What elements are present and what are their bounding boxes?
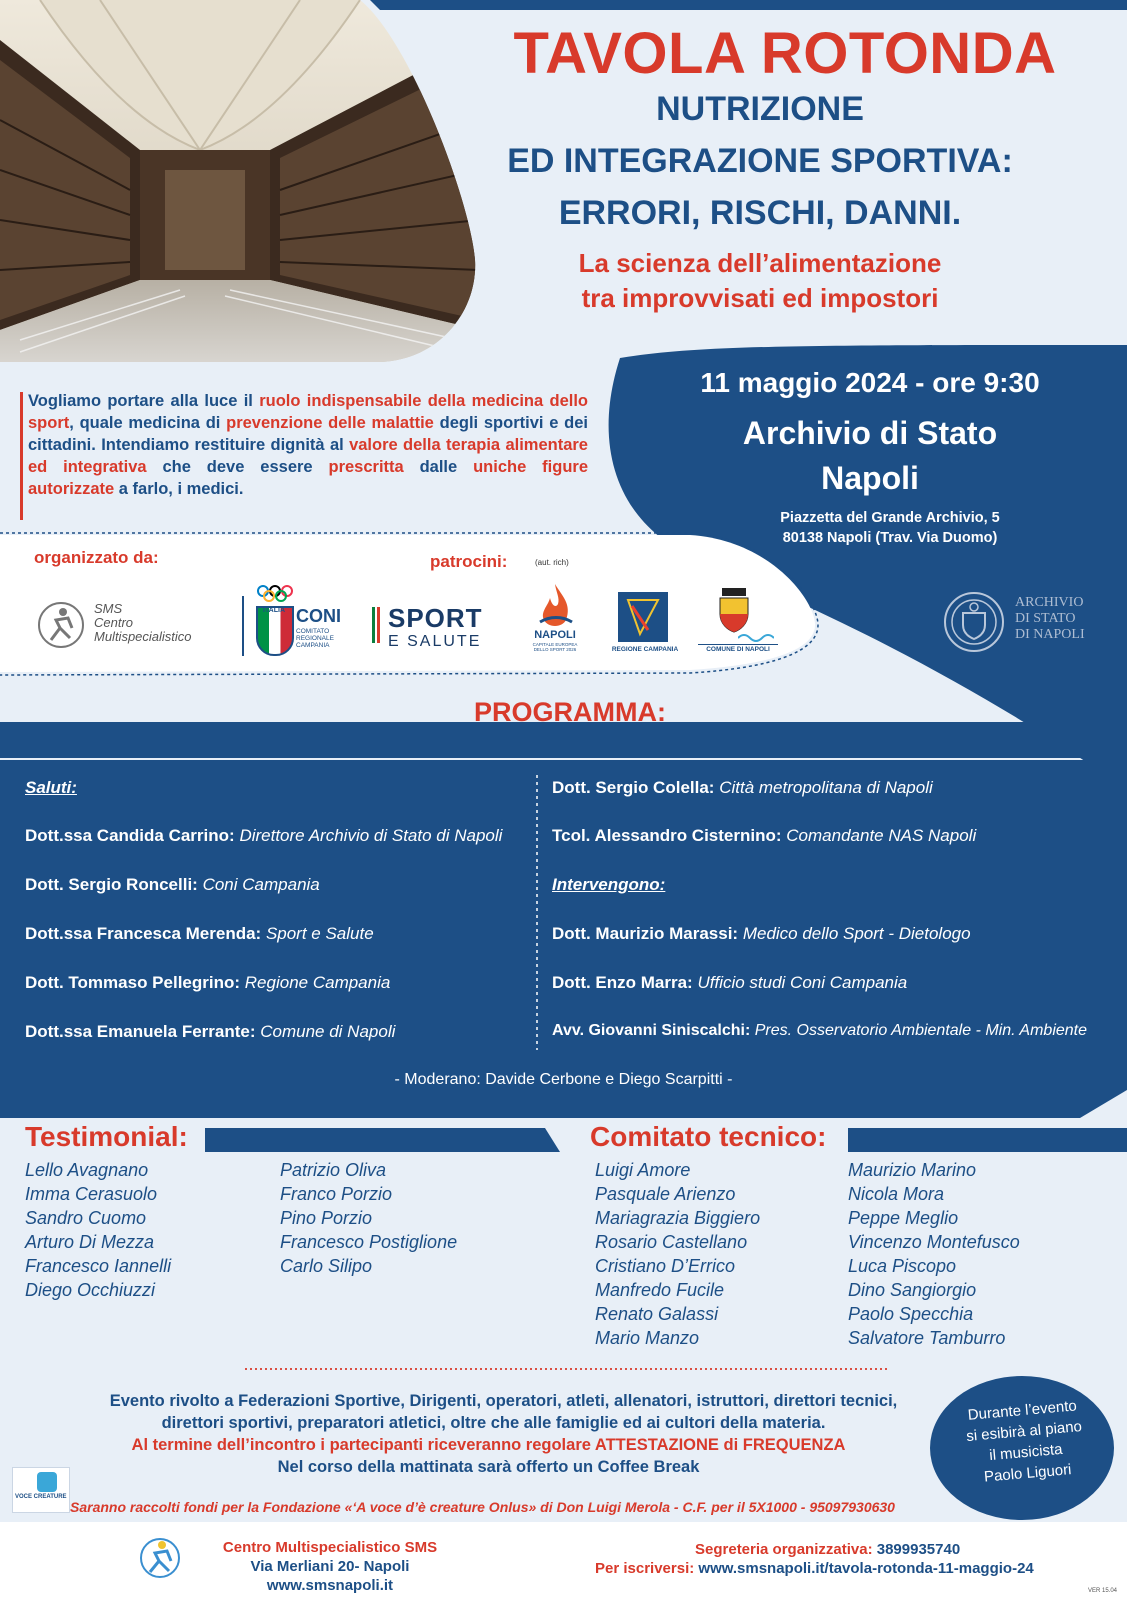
archive-hall-photo	[0, 0, 480, 365]
list-item: Mario Manzo	[595, 1328, 700, 1348]
comitato-list-1	[595, 1158, 760, 1350]
napoli-sport-logo: NAPOLI CAPITALE EUROPEA DELLO SPORT 2026	[520, 582, 590, 662]
sms-logo: SMS Centro Multispecialistico	[36, 600, 216, 650]
comitato-title: Comitato tecnico:	[590, 1121, 827, 1152]
speaker-item: Dott.ssa Francesca Merenda: Sport e Salute	[25, 924, 374, 943]
patronage-note: (aut. rich)	[535, 558, 569, 567]
certificate-note: Al termine dell’incontro i partecipanti riceveranno regolare ATTESTAZIONE di FREQUENZA	[131, 1436, 846, 1454]
list-item: Imma Cerasuolo	[25, 1184, 158, 1204]
list-item: Carlo Silipo	[280, 1256, 373, 1276]
list-item: Pasquale Arienzo	[595, 1184, 736, 1204]
speaker-item: Avv. Giovanni Siniscalchi: Pres. Osservatorio Ambientale - Min. Ambiente	[552, 1022, 1088, 1039]
archivio-di-stato-logo: ARCHIVIO DI STATO DI NAPOLI	[943, 591, 1113, 651]
list-item: Luigi Amore	[595, 1160, 691, 1180]
subtitle-line-1: NUTRIZIONE	[656, 90, 864, 128]
speaker-item: Dott.ssa Candida Carrino: Direttore Archivio di Stato di Napoli	[25, 826, 503, 845]
list-item: Mariagrazia Biggiero	[595, 1208, 761, 1228]
list-item: Paolo Specchia	[848, 1304, 974, 1324]
subtitle-line-3: ERRORI, RISCHI, DANNI.	[558, 194, 962, 232]
list-item: Peppe Meglio	[848, 1208, 959, 1228]
sport-e-salute-logo: SPORT E SALUTE	[372, 603, 502, 653]
intro-accent-bar	[20, 392, 23, 520]
list-item: Patrizio Oliva	[280, 1160, 387, 1180]
voce-creature-logo: VOCE CREATURE	[12, 1467, 70, 1513]
programma-left-column	[25, 778, 530, 1068]
segreteria-phone[interactable]: 3899935740	[876, 1541, 961, 1558]
list-item: Franco Porzio	[280, 1184, 393, 1204]
flame-icon	[532, 582, 578, 632]
speaker-item: Dott. Sergio Roncelli: Coni Campania	[25, 875, 320, 894]
list-item: Dino Sangiorgio	[848, 1280, 977, 1300]
audience-note-1: Evento rivolto a Federazioni Sportive, Dirigenti, operatori, atleti, allenatori, istruttori, direttori tecnici,	[109, 1392, 898, 1410]
footer-center-block: Centro Multispecialistico SMS Via Merliani 20- Napoli www.smsnapoli.it	[200, 1538, 460, 1595]
programma-right-column	[552, 778, 1122, 1068]
list-item: Nicola Mora	[848, 1184, 945, 1204]
testimonial-list-1	[25, 1158, 171, 1302]
regione-campania-emblem-icon	[618, 592, 668, 642]
list-item: Maurizio Marino	[848, 1160, 977, 1180]
list-item: Sandro Cuomo	[25, 1208, 147, 1228]
comitato-list-2	[848, 1158, 1020, 1350]
tagline-line-2: tra improvvisati ed impostori	[581, 283, 939, 313]
napoli-coat-of-arms-icon	[716, 588, 752, 634]
olympic-rings-icon	[256, 584, 302, 602]
regione-campania-logo: REGIONE CAMPANIA	[610, 592, 680, 658]
testimonial-title: Testimonial:	[25, 1121, 188, 1152]
fundraising-note: Saranno raccolti fondi per la Fondazione «‘A voce d’è creature Onlus» di Don Luigi Merola - C.F. per il 5X1000 - 95097930630	[70, 1499, 895, 1515]
center-website-link[interactable]: www.smsnapoli.it	[266, 1577, 394, 1594]
list-item: Diego Occhiuzzi	[25, 1280, 156, 1300]
programma-title: PROGRAMMA:	[474, 697, 666, 727]
version-label: VER 15.04	[1088, 1588, 1118, 1594]
event-date: 11 maggio 2024 - ore 9:30	[700, 367, 1040, 398]
organized-by-label: organizzato da:	[34, 548, 159, 567]
sms-runner-icon	[138, 1534, 182, 1582]
speaker-item: Dott. Tommaso Pellegrino: Regione Campania	[25, 973, 391, 992]
speaker-item: Dott. Sergio Colella: Città metropolitana di Napoli	[552, 778, 933, 797]
archivio-seal-icon	[943, 591, 1005, 653]
speaker-item: Dott. Enzo Marra: Ufficio studi Coni Campania	[552, 973, 908, 992]
intervengono-label: Intervengono:	[552, 875, 666, 894]
speaker-item: Dott. Maurizio Marassi: Medico dello Sport - Dietologo	[552, 924, 971, 943]
speaker-item: Dott.ssa Emanuela Ferrante: Comune di Napoli	[25, 1022, 396, 1041]
event-address: Piazzetta del Grande Archivio, 5 80138 Napoli (Trav. Via Duomo)	[780, 510, 1000, 546]
event-city: Napoli	[821, 460, 919, 496]
list-item: Salvatore Tamburro	[848, 1328, 1006, 1348]
sms-runner-icon	[36, 600, 86, 650]
registration-link[interactable]: www.smsnapoli.it/tavola-rotonda-11-maggio-24	[698, 1560, 1034, 1577]
list-item: Cristiano D’Errico	[595, 1256, 736, 1276]
musician-bubble: Durante l’evento si esibirà al piano il musicista Paolo Liguori	[965, 1397, 1083, 1486]
list-item: Francesco Iannelli	[25, 1256, 172, 1276]
list-item: Lello Avagnano	[25, 1160, 149, 1180]
coffee-break-note: Nel corso della mattinata sarà offerto un Coffee Break	[277, 1458, 700, 1476]
moderators-line: - Moderano: Davide Cerbone e Diego Scarpitti -	[394, 1071, 733, 1088]
list-item: Arturo Di Mezza	[25, 1232, 155, 1252]
speaker-item: Tcol. Alessandro Cisternino: Comandante NAS Napoli	[552, 826, 977, 845]
list-item: Francesco Postiglione	[280, 1232, 458, 1252]
coni-logo: ITALIA CONI COMITATO REGIONALE CAMPANIA	[242, 584, 357, 660]
list-item: Rosario Castellano	[595, 1232, 748, 1252]
wave-icon	[738, 632, 774, 642]
list-item: Luca Piscopo	[848, 1256, 957, 1276]
comune-di-napoli-logo: COMUNE DI NAPOLI	[698, 588, 778, 658]
intro-paragraph: Vogliamo portare alla luce il ruolo indispensabile della medicina dello sport, quale medicina di prevenzione delle malattie degli sportivi e dei cittadini. Intendiamo restituire dignità al valore della terapia alimentare ed integrativa che deve essere prescritta dalle uniche figure autorizzate a farlo, i medici.	[28, 392, 588, 498]
list-item: Pino Porzio	[280, 1208, 373, 1228]
list-item: Manfredo Fucile	[595, 1280, 725, 1300]
event-title: TAVOLA ROTONDA	[513, 21, 1057, 86]
footer-contacts: Segreteria organizzativa: 3899935740 Per iscriversi: www.smsnapoli.it/tavola-rotonda-11-maggio-24	[595, 1541, 1034, 1577]
tagline-line-1: La scienza dell’alimentazione	[578, 248, 942, 278]
list-item: Renato Galassi	[595, 1304, 719, 1324]
subtitle-line-2: ED INTEGRAZIONE SPORTIVA:	[507, 142, 1013, 180]
audience-note-2: direttori sportivi, preparatori atletici, oltre che alle famiglie ed ai cultori della materia.	[161, 1414, 826, 1432]
testimonial-list-2	[280, 1158, 457, 1278]
saluti-label: Saluti:	[25, 778, 77, 797]
event-venue: Archivio di Stato	[742, 415, 998, 451]
patronage-label: patrocini:	[430, 552, 508, 571]
list-item: Vincenzo Montefusco	[848, 1232, 1020, 1252]
voce-creature-emblem-icon	[37, 1472, 57, 1492]
